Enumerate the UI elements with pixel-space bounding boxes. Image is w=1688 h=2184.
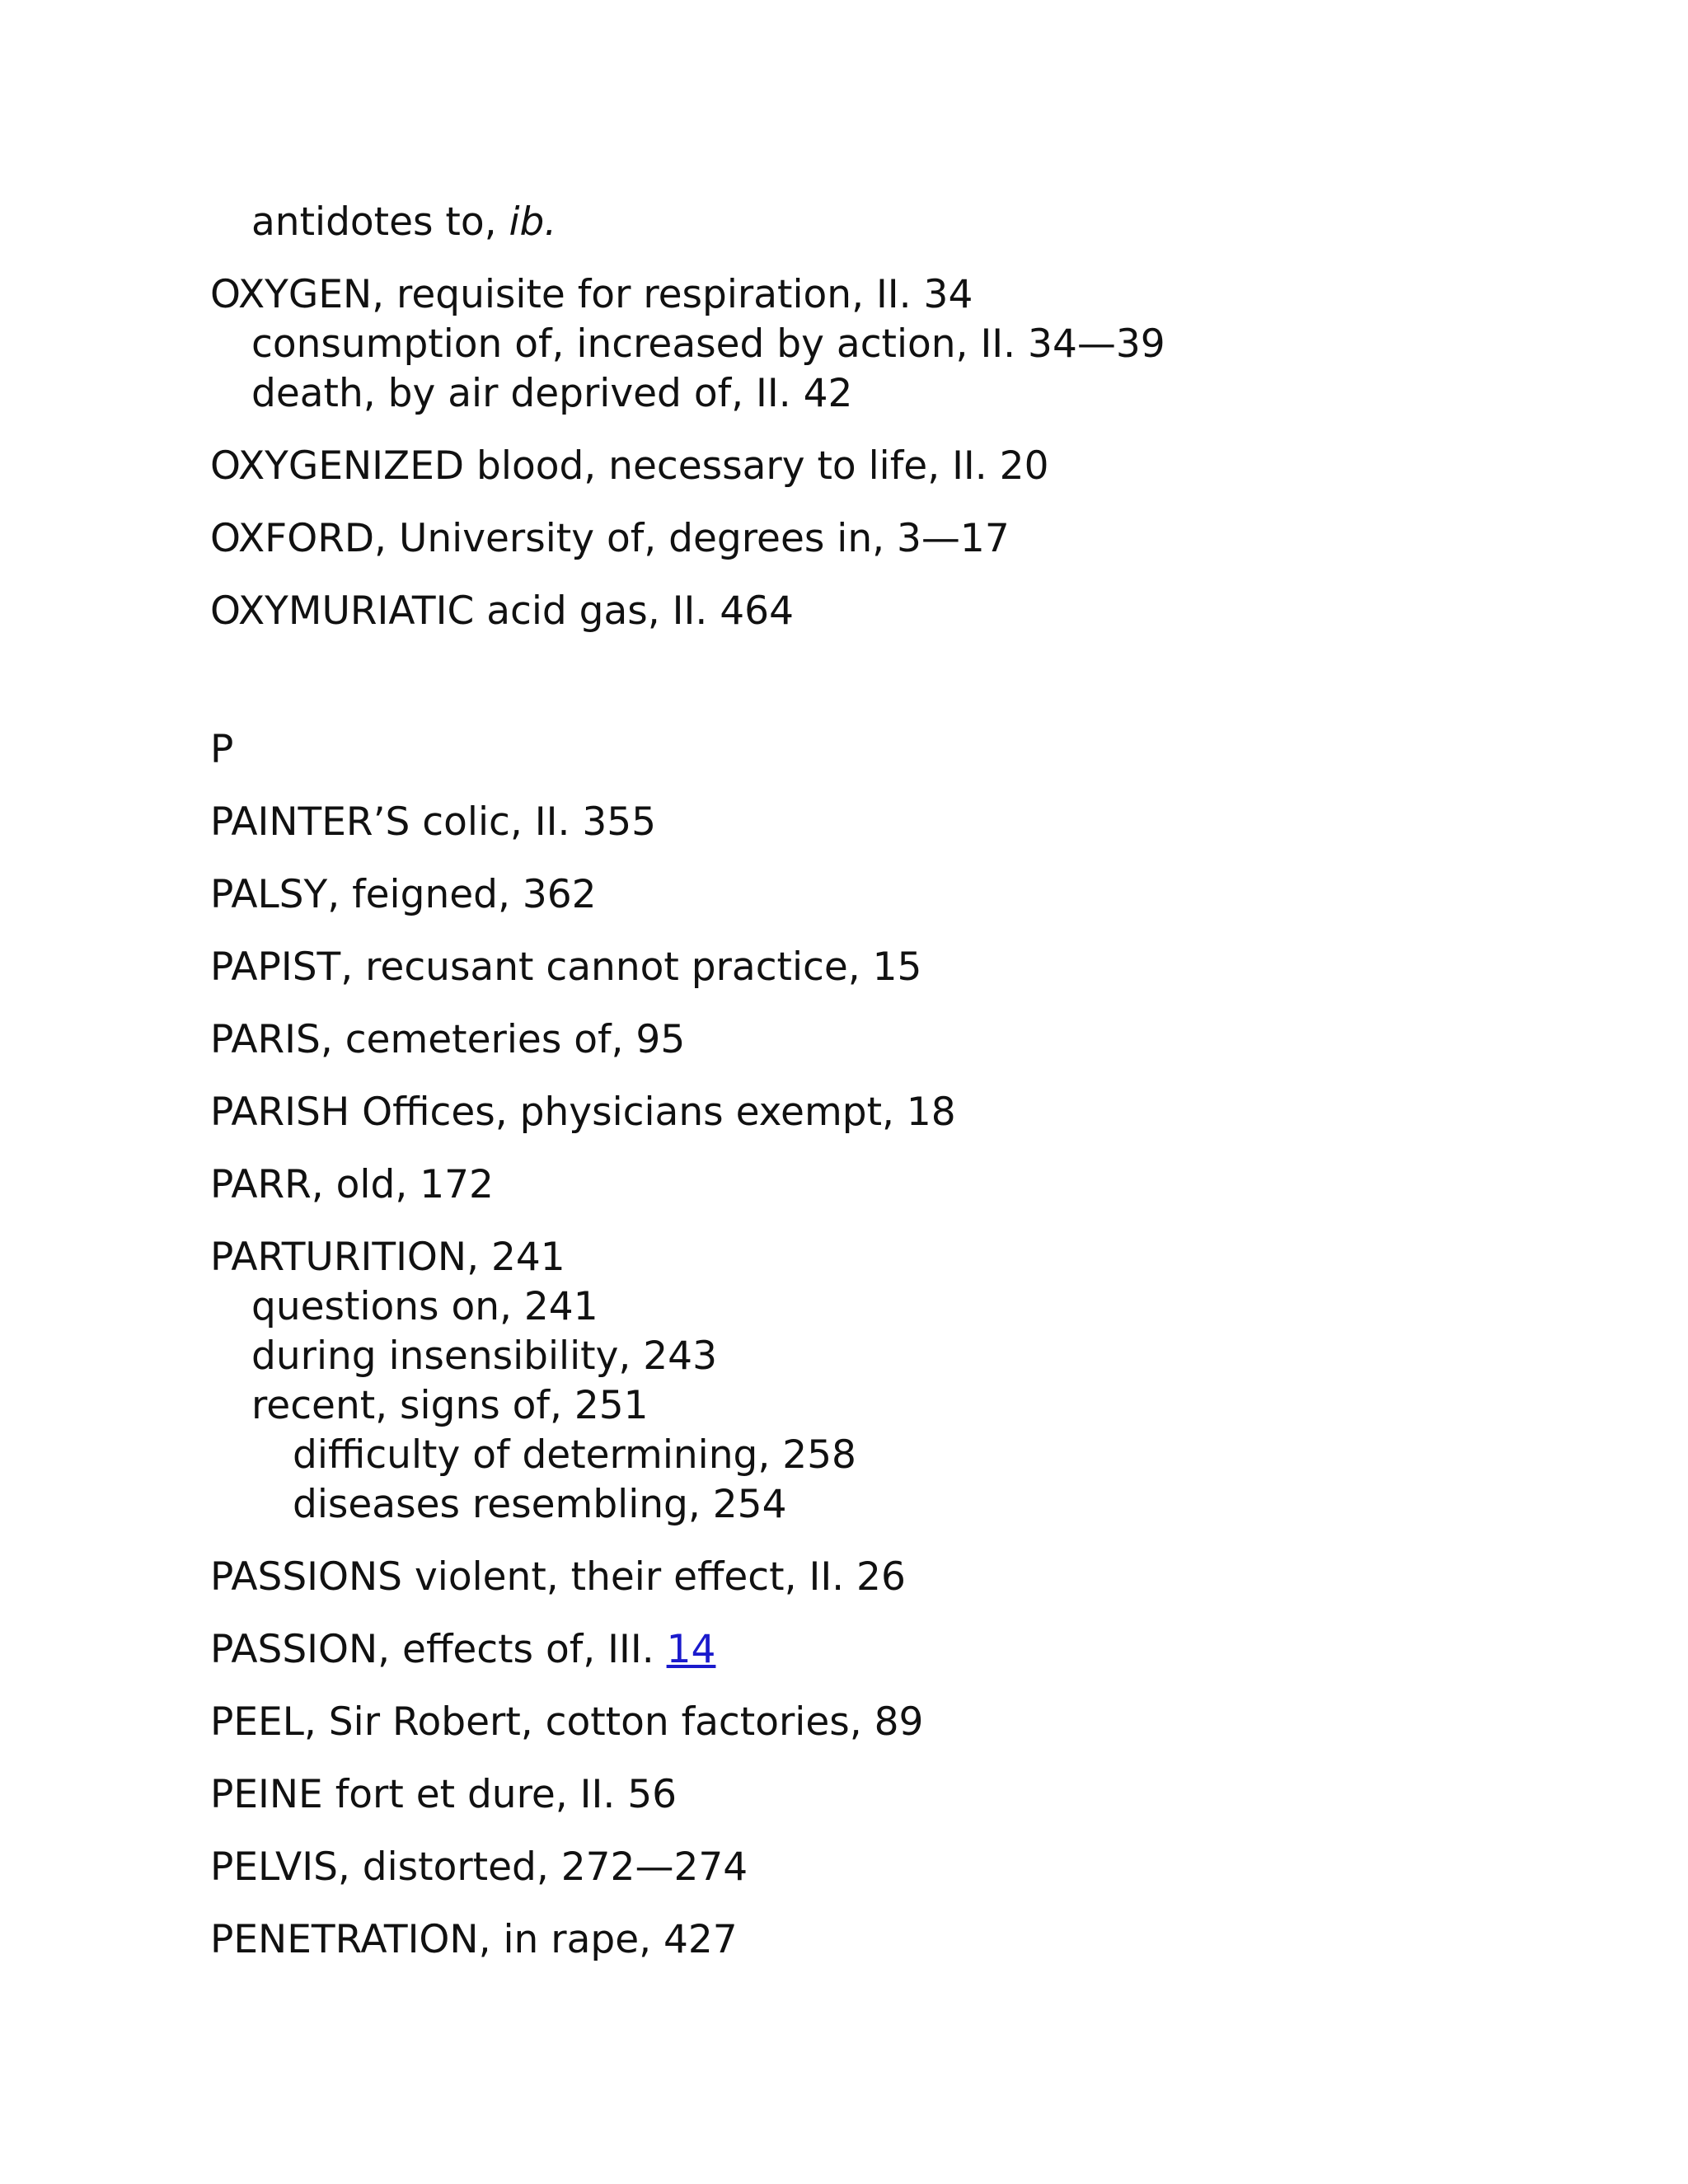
index-block-p [210, 798, 1611, 1965]
index-entry [210, 1698, 1611, 1747]
entry-text: PARTURITION, 241 [210, 1235, 565, 1280]
index-heading-line [210, 1843, 1611, 1892]
index-block-o [210, 198, 1611, 636]
index-subentry-line [210, 198, 1611, 247]
index-heading-line [210, 1015, 1611, 1065]
index-entry [210, 798, 1611, 847]
index-heading-line [210, 798, 1611, 847]
entry-text: PASSION, effects of, III. [210, 1627, 667, 1672]
index-heading-line [210, 1698, 1611, 1747]
index-entry [210, 442, 1611, 491]
entry-italic-reference: ib. [509, 199, 557, 245]
index-heading-line [210, 943, 1611, 992]
entry-text: PELVIS, distorted, 272—274 [210, 1844, 748, 1890]
index-entry [210, 514, 1611, 564]
entry-text: PALSY, feigned, 362 [210, 872, 597, 917]
index-entry [210, 1015, 1611, 1065]
index-subentry-line [210, 1480, 1611, 1530]
entry-text: OXYGEN, requisite for respiration, II. 34 [210, 272, 973, 317]
entry-text: OXYMURIATIC acid gas, II. 464 [210, 588, 794, 634]
entry-text: recent, signs of, 251 [251, 1383, 649, 1428]
index-subentry-line [210, 1282, 1611, 1332]
entry-text: during insensibility, 243 [251, 1333, 717, 1379]
index-heading-line [210, 1915, 1611, 1965]
entry-text: PENETRATION, in rape, 427 [210, 1917, 738, 1962]
index-entry [210, 943, 1611, 992]
index-entry [210, 1915, 1611, 1965]
section-spacer [210, 659, 1611, 725]
index-subentry-line [210, 369, 1611, 419]
index-heading-line [210, 1553, 1611, 1602]
index-subentry-line [210, 1381, 1611, 1431]
index-subentry-line [210, 1332, 1611, 1381]
entry-text: PARISH Offices, physicians exempt, 18 [210, 1090, 956, 1135]
index-entry [210, 1553, 1611, 1602]
index-heading-line [210, 1088, 1611, 1137]
index-entry [210, 1160, 1611, 1210]
index-subentry-line [210, 1431, 1611, 1480]
index-entry [210, 1233, 1611, 1530]
index-entry [210, 870, 1611, 920]
entry-text: difficulty of determining, 258 [293, 1432, 856, 1478]
index-entry [210, 198, 1611, 247]
index-heading-line [210, 1160, 1611, 1210]
entry-text: PEEL, Sir Robert, cotton factories, 89 [210, 1699, 924, 1745]
entry-text: PAINTER’S colic, II. 355 [210, 799, 657, 845]
index-entry [210, 1770, 1611, 1820]
entry-text: OXFORD, University of, degrees in, 3—17 [210, 516, 1010, 561]
entry-text: PARIS, cemeteries of, 95 [210, 1017, 686, 1062]
entry-text: death, by air deprived of, II. 42 [251, 371, 853, 416]
index-heading-line [210, 270, 1611, 320]
index-subentry-line [210, 320, 1611, 369]
entry-text: consumption of, increased by action, II. 34—39 [251, 321, 1165, 367]
index-heading-line [210, 442, 1611, 491]
index-entry [210, 1088, 1611, 1137]
index-entry [210, 1843, 1611, 1892]
entry-text: PASSIONS violent, their effect, II. 26 [210, 1554, 906, 1600]
section-letter-heading: P [210, 727, 234, 772]
index-heading-line [210, 1625, 1611, 1675]
index-heading-line [210, 587, 1611, 636]
page-reference-link[interactable]: 14 [666, 1627, 716, 1672]
entry-text: PAPIST, recusant cannot practice, 15 [210, 944, 922, 990]
entry-text: PEINE fort et dure, II. 56 [210, 1772, 678, 1817]
index-entry [210, 270, 1611, 419]
index-page [210, 198, 1611, 1988]
index-heading-line [210, 514, 1611, 564]
index-heading-line [210, 870, 1611, 920]
entry-text: PARR, old, 172 [210, 1162, 494, 1207]
entry-text: questions on, 241 [251, 1284, 598, 1329]
index-heading-line [210, 1770, 1611, 1820]
entry-text: antidotes to, [251, 199, 509, 245]
index-entry [210, 587, 1611, 636]
index-entry [210, 1625, 1611, 1675]
entry-text: diseases resembling, 254 [293, 1482, 787, 1527]
index-heading-line [210, 1233, 1611, 1282]
entry-text: OXYGENIZED blood, necessary to life, II. 20 [210, 443, 1049, 489]
